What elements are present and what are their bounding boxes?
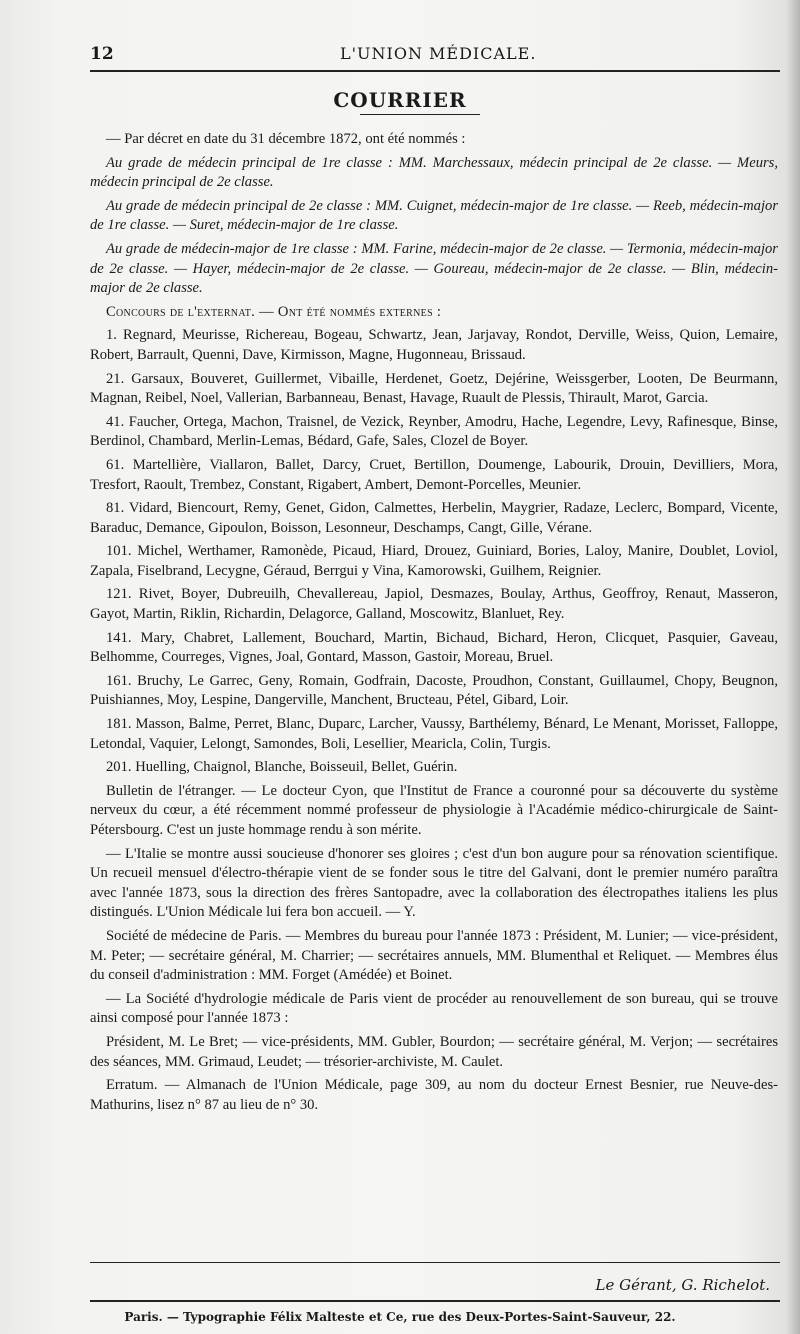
- page-edge-shadow: [786, 0, 800, 1334]
- list-item: 121. Rivet, Boyer, Dubreuilh, Chevallereau, Japiol, Desmazes, Boulay, Arthus, Geoffroy, Renaut, Masseron, Gayot, Martin, Riklin, Richardin, Delagorce, Galland, Moscowitz, Blanluet, Rey.: [90, 586, 778, 623]
- imprint-rule: [90, 1300, 780, 1302]
- title-underline: [360, 114, 480, 115]
- paragraph-principal-1re: Au grade de médecin principal de 1re classe : MM. Marchessaux, médecin principal de 2e classe. — Meurs, médecin principal de 2e classe.: [90, 154, 778, 191]
- list-item: 101. Michel, Werthamer, Ramonède, Picaud, Hiard, Drouez, Guiniard, Bories, Laloy, Manire, Doublet, Loviol, Zapala, Fiselbrand, Lecygne, Géraud, Berrgui y Vina, Kamorowski, Guilhem, Reignier.: [90, 543, 778, 579]
- running-head: L'UNION MÉDICALE.: [340, 44, 537, 63]
- paragraph-societe-hydrologie: — La Société d'hydrologie médicale de Paris vient de procéder au renouvellement de son bureau, qui se trouve ainsi composé pour l'année 1873 :: [90, 990, 778, 1027]
- list-item: 81. Vidard, Biencourt, Remy, Genet, Gidon, Calmettes, Herbelin, Maygrier, Radaze, Leclerc, Bompard, Vicente, Baraduc, Demance, Gipoulon, Boisson, Lesonneur, Deschamps, Cangt, Gille, Vérane.: [90, 500, 778, 536]
- paragraph-italie: — L'Italie se montre aussi soucieuse d'honorer ses gloires ; c'est d'un bon augure pour sa rénovation scientifique. Un recueil mensuel d'électro-thérapie vient de se fonder sous le titre del Galvani, dont le premier numéro paraîtra avec l'année 1873, sous la direction des frères Santopadre, avec la collaboration des électropathes italiens les plus distingués. L'Union Médicale lui fera bon accueil. — Y.: [90, 845, 778, 921]
- list-item: 21. Garsaux, Bouveret, Guillermet, Vibaille, Herdenet, Goetz, Dejérine, Weissgerber, Looten, De Beurmann, Magnan, Reibel, Noel, Vallerian, Barbanneau, Benast, Havage, Ruault de Plessis, Thirault, Marot, Garcia.: [90, 370, 778, 407]
- paragraph-bulletin-etranger: Bulletin de l'étranger. — Le docteur Cyon, que l'Institut de France a couronné pour sa découverte du système nerveux du cœur, a été récemment nommé professeur de physiologie à l'Académie médico-chirurgicale de Saint-Pétersbourg. C'est un juste hommage rendu à son mérite.: [90, 782, 778, 838]
- footer-rule: [90, 1262, 780, 1263]
- list-item: 61. Martellière, Viallaron, Ballet, Darcy, Cruet, Bertillon, Doumenge, Labourik, Drouin, Devilliers, Mora, Tresfort, Raoult, Trembez, Constant, Rigabert, Ambert, Demont-Porcelles, Meunier.: [90, 456, 778, 493]
- paragraph-externat-heading: Concours de l'externat. — Ont été nommés externes :: [106, 303, 442, 320]
- page-header: [90, 42, 780, 72]
- list-item: 1. Regnard, Meurisse, Richereau, Bogeau, Schwartz, Jean, Jarjavay, Rondot, Derville, Weiss, Quion, Lemaire, Robert, Barrault, Quenni, Dave, Kirmisson, Magne, Hugonneau, Brissaud.: [90, 327, 778, 363]
- list-item: 141. Mary, Chabret, Lallement, Bouchard, Martin, Bichaud, Bichard, Heron, Clicquet, Pasquier, Gaveau, Belhomme, Courreges, Vignes, Joal, Gontard, Masson, Gastoir, Moreau, Bruel.: [90, 629, 778, 666]
- paragraph-societe-medecine: Société de médecine de Paris. — Membres du bureau pour l'année 1873 : Président, M. Lunier; — vice-président, M. Peter; — secrétaire général, M. Charrier; — secrétaires annuels, MM. Blumenthal et Reliquet. — Membres élus du conseil d'administration : MM. Forget (Amédée) et Boinet.: [90, 927, 778, 984]
- list-item: 181. Masson, Balme, Perret, Blanc, Duparc, Larcher, Vaussy, Barthélemy, Bénard, Le Menant, Morisset, Falloppe, Letondal, Vaquier, Lelongt, Samondes, Boli, Lesellier, Mearicla, Colin, Turgis.: [90, 716, 778, 752]
- section-title: COURRIER: [333, 88, 467, 112]
- paragraph-major-1re: Au grade de médecin-major de 1re classe : MM. Farine, médecin-major de 2e classe. — Termonia, médecin-major de 2e classe. — Hayer, médecin-major de 2e classe. — Goureau, médecin-major de 2e classe. — Blin, médecin-major de 2e classe.: [90, 240, 778, 297]
- signature: Le Gérant, G. Richelot.: [595, 1276, 770, 1294]
- list-item: 41. Faucher, Ortega, Machon, Traisnel, de Vezick, Reynber, Amodru, Hache, Legendre, Levy, Rafinesque, Binse, Berdinol, Chambard, Merlin-Lemas, Bédard, Gafe, Sales, Clozel de Boyer.: [90, 413, 778, 450]
- article-body: [90, 130, 778, 1119]
- paragraph-decree-intro: — Par décret en date du 31 décembre 1872, ont été nommés :: [106, 131, 466, 147]
- paragraph-erratum: Erratum. — Almanach de l'Union Médicale, page 309, au nom du docteur Ernest Besnier, rue Neuve-des-Mathurins, lisez n° 87 au lieu de n° 30.: [90, 1077, 778, 1113]
- paragraph-hydrologie-bureau: Président, M. Le Bret; — vice-présidents, MM. Gubler, Bourdon; — secrétaire général, M. Verjon; — secrétaires des séances, MM. Grimaud, Leudet; — trésorier-archiviste, M. Caulet.: [90, 1033, 778, 1070]
- page-number: 12: [90, 44, 114, 64]
- header-rule: [90, 70, 780, 72]
- paragraph-principal-2e: Au grade de médecin principal de 2e classe : MM. Cuignet, médecin-major de 1re classe. — Reeb, médecin-major de 1re classe. — Suret, médecin-major de 1re classe.: [90, 197, 778, 234]
- list-item: 161. Bruchy, Le Garrec, Geny, Romain, Godfrain, Dacoste, Proudhon, Constant, Guillaumel, Chopy, Beugnon, Puishiannes, Moy, Lespine, Dangerville, Manchent, Bructeau, Pétel, Gibard, Loir.: [90, 672, 778, 709]
- imprint: Paris. — Typographie Félix Malteste et Ce, rue des Deux-Portes-Saint-Sauveur, 22.: [124, 1310, 676, 1324]
- list-item: 201. Huelling, Chaignol, Blanche, Boisseuil, Bellet, Guérin.: [106, 759, 458, 776]
